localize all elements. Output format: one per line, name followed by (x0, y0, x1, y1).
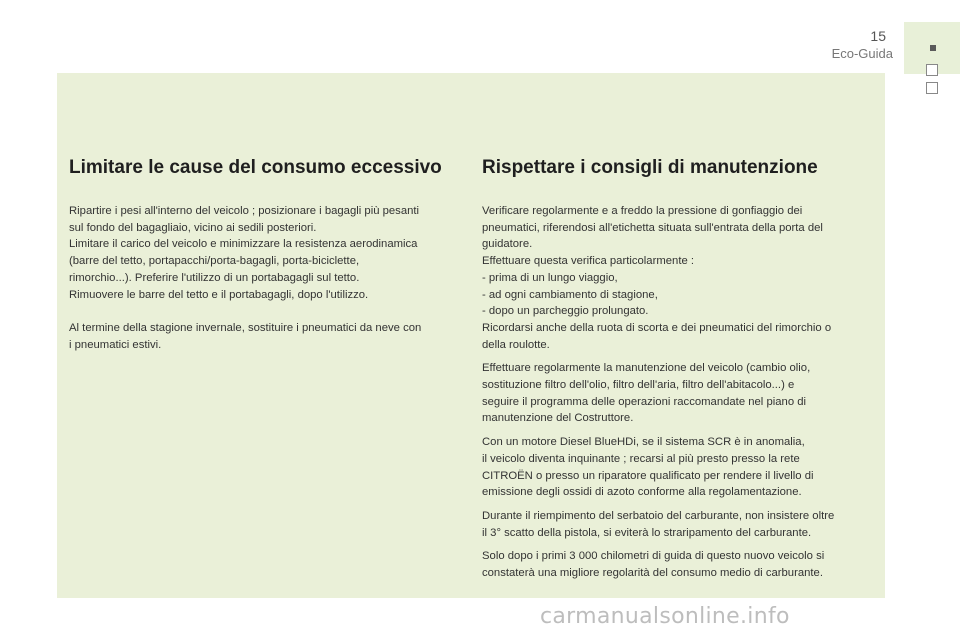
left-paragraph (69, 203, 467, 303)
right-paragraph (482, 548, 877, 581)
right-body (482, 203, 877, 589)
text-line: Verificare regolarmente e a freddo la pressione di gonfiaggio dei (482, 205, 803, 217)
right-paragraph (482, 203, 877, 353)
text-line: Solo dopo i primi 3 000 chilometri di guida di questo nuovo veicolo si (482, 550, 825, 563)
text-line: CITROËN o presso un riparatore qualificato per rendere il livello di (482, 469, 814, 482)
text-line: Ricordarsi anche della ruota di scorta e dei pneumatici del rimorchio o (482, 321, 832, 334)
chapter-box-1 (926, 64, 938, 76)
text-line: il 3° scatto della pistola, si eviterà lo straripamento del carburante. (482, 526, 812, 539)
text-line: rimorchio...). Preferire l'utilizzo di un portabagagli sul tetto. (69, 271, 360, 284)
right-paragraph (482, 434, 877, 501)
watermark: carmanualsonline.info (540, 604, 790, 629)
text-line: Al termine della stagione invernale, sostituire i pneumatici da neve con (69, 322, 422, 335)
text-line: il veicolo diventa inquinante ; recarsi al più presto presso la rete (482, 452, 800, 465)
content-panel (57, 73, 885, 598)
text-line: emissione degli ossidi di azoto conforme alla regolamentazione. (482, 486, 802, 499)
right-heading: Rispettare i consigli di manutenzione (482, 157, 818, 178)
text-line: sostituzione filtro dell'olio, filtro dell'aria, filtro dell'abitacolo...) e (482, 379, 795, 392)
left-paragraph (69, 320, 467, 353)
text-line: della roulotte. (482, 338, 550, 351)
text-line: (barre del tetto, portapacchi/porta-bagagli, porta-biciclette, (69, 255, 360, 268)
text-line: constaterà una migliore regolarità del consumo medio di carburante. (482, 567, 823, 580)
text-line: sul fondo del bagagliaio, vicino ai sedili posteriori. (69, 221, 317, 234)
text-line: Con un motore Diesel BlueHDi, se il sistema SCR è in anomalia, (482, 436, 805, 449)
text-line: Rimuovere le barre del tetto e il portabagagli, dopo l'utilizzo. (69, 288, 369, 301)
text-line: Ripartire i pesi all'interno del veicolo ; posizionare i bagagli più pesanti (69, 205, 420, 217)
left-body (69, 203, 467, 371)
text-line: Effettuare regolarmente la manutenzione del veicolo (cambio olio, (482, 362, 811, 375)
left-heading: Limitare le cause del consumo eccessivo (69, 157, 442, 178)
text-line: - ad ogni cambiamento di stagione, (482, 288, 658, 301)
text-line: Durante il riempimento del serbatoio del carburante, non insistere oltre (482, 509, 835, 522)
text-line: seguire il programma delle operazioni raccomandate nel piano di (482, 395, 807, 408)
text-line: guidatore. (482, 238, 533, 251)
right-paragraph (482, 508, 877, 541)
section-title: Eco-Guida (831, 46, 893, 61)
active-chapter-marker (930, 45, 936, 51)
text-line: - dopo un parcheggio prolungato. (482, 305, 649, 318)
text-line: i pneumatici estivi. (69, 338, 162, 351)
chapter-box-2 (926, 82, 938, 94)
right-paragraph (482, 360, 877, 427)
text-line: Limitare il carico del veicolo e minimizzare la resistenza aerodinamica (69, 238, 418, 251)
text-line: - prima di un lungo viaggio, (482, 271, 618, 284)
text-line: manutenzione del Costruttore. (482, 412, 634, 425)
text-line: Effettuare questa verifica particolarmente : (482, 255, 695, 268)
page-number: 15 (870, 28, 886, 44)
text-line: pneumatici, riferendosi all'etichetta situata sull'entrata della porta del (482, 221, 823, 234)
